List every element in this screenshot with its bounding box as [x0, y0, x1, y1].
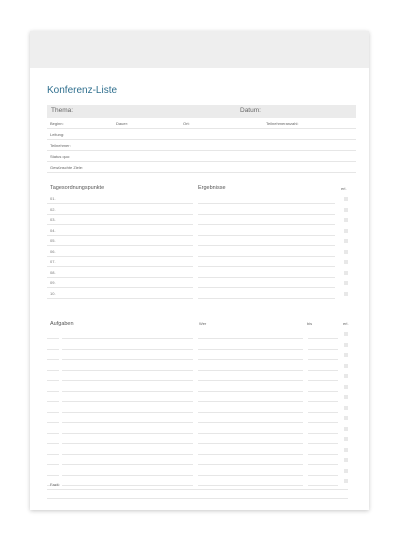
- task-line[interactable]: [308, 475, 338, 476]
- dauer-label: Dauer:: [116, 121, 129, 126]
- task-line[interactable]: [47, 412, 59, 413]
- task-line[interactable]: [62, 380, 193, 381]
- checkbox[interactable]: [344, 469, 348, 473]
- agenda-number: 02.: [50, 206, 56, 212]
- teilnehmeranzahl-label: Teilnehmeranzahl:: [266, 121, 299, 126]
- agenda-line[interactable]: [47, 298, 193, 299]
- task-line[interactable]: [47, 370, 59, 371]
- task-line[interactable]: [62, 454, 193, 455]
- task-line[interactable]: [198, 433, 303, 434]
- checkbox[interactable]: [344, 208, 348, 212]
- header-band: [30, 31, 369, 68]
- divider: [47, 150, 356, 151]
- task-line[interactable]: [308, 464, 338, 465]
- task-line[interactable]: [47, 443, 59, 444]
- task-line[interactable]: [47, 401, 59, 402]
- task-line[interactable]: [308, 380, 338, 381]
- task-line[interactable]: [47, 422, 59, 423]
- task-line[interactable]: [62, 391, 193, 392]
- result-line[interactable]: [198, 245, 335, 246]
- checkbox[interactable]: [344, 229, 348, 233]
- checkbox[interactable]: [344, 364, 348, 368]
- task-line[interactable]: [62, 464, 193, 465]
- checkbox[interactable]: [344, 479, 348, 483]
- agenda-number: 07.: [50, 259, 56, 264]
- who-label: Wer: [199, 321, 207, 326]
- task-line[interactable]: [47, 338, 59, 339]
- task-line[interactable]: [47, 359, 59, 360]
- task-line[interactable]: [62, 359, 193, 360]
- checkbox[interactable]: [344, 271, 348, 275]
- teilnehmer-label: Teilnehmer:: [50, 143, 71, 148]
- checkbox[interactable]: [344, 292, 348, 296]
- divider: [47, 172, 356, 173]
- task-line[interactable]: [47, 454, 59, 455]
- agenda-line[interactable]: [47, 287, 193, 288]
- agenda-number: 01.: [50, 196, 56, 201]
- result-line[interactable]: [198, 256, 335, 257]
- task-line[interactable]: [198, 349, 303, 350]
- tasks-header: Aufgaben: [50, 321, 74, 327]
- datum-label: Datum:: [240, 107, 261, 114]
- result-line[interactable]: [198, 277, 335, 278]
- agenda-number: 10.: [50, 290, 56, 296]
- checkbox[interactable]: [344, 353, 348, 357]
- task-line[interactable]: [198, 391, 303, 392]
- task-line[interactable]: [308, 401, 338, 402]
- checkbox[interactable]: [344, 281, 348, 285]
- checkbox[interactable]: [344, 374, 348, 378]
- checkbox[interactable]: [344, 260, 348, 264]
- agenda-number: 09.: [50, 280, 56, 285]
- beginn-label: Beginn:: [50, 121, 64, 126]
- task-line[interactable]: [47, 433, 59, 434]
- agenda-line[interactable]: [47, 266, 193, 267]
- checkbox[interactable]: [344, 218, 348, 222]
- agenda-line[interactable]: [47, 256, 193, 257]
- divider: [47, 489, 348, 490]
- task-line[interactable]: [198, 380, 303, 381]
- agenda-header: Tagesordnungspunkte: [50, 185, 105, 191]
- task-line[interactable]: [62, 485, 193, 486]
- task-line[interactable]: [308, 485, 338, 486]
- result-line[interactable]: [198, 298, 335, 299]
- gewuenschte-ziele-label: Gewünschte Ziele:: [50, 165, 84, 170]
- task-line[interactable]: [62, 422, 193, 423]
- divider: [47, 139, 356, 140]
- status-quo-label: Status quo:: [50, 154, 71, 159]
- page-title: Konferenz-Liste: [47, 85, 118, 96]
- task-line[interactable]: [198, 454, 303, 455]
- result-line[interactable]: [198, 266, 335, 267]
- result-line[interactable]: [198, 224, 335, 225]
- task-line[interactable]: [62, 370, 193, 371]
- checkbox[interactable]: [344, 416, 348, 420]
- agenda-number: 03.: [50, 217, 56, 222]
- checkbox[interactable]: [344, 250, 348, 254]
- task-line[interactable]: [308, 443, 338, 444]
- agenda-line[interactable]: [47, 224, 193, 225]
- result-line[interactable]: [198, 214, 335, 215]
- checkbox[interactable]: [344, 448, 348, 452]
- task-line[interactable]: [198, 370, 303, 371]
- task-line[interactable]: [62, 349, 193, 350]
- task-line[interactable]: [308, 338, 338, 339]
- task-line[interactable]: [308, 412, 338, 413]
- checkbox[interactable]: [344, 385, 348, 389]
- document-page: [30, 31, 369, 510]
- task-line[interactable]: [47, 349, 59, 350]
- checkbox[interactable]: [344, 343, 348, 347]
- task-line[interactable]: [198, 485, 303, 486]
- task-line[interactable]: [47, 475, 59, 476]
- task-line[interactable]: [198, 443, 303, 444]
- task-line[interactable]: [198, 359, 303, 360]
- task-line[interactable]: [47, 464, 59, 465]
- agenda-number: 08.: [50, 269, 56, 275]
- thema-label: Thema:: [51, 107, 74, 114]
- task-line[interactable]: [308, 349, 338, 350]
- ort-label: Ort:: [183, 121, 190, 126]
- agenda-number: 04.: [50, 227, 56, 233]
- task-line[interactable]: [62, 475, 193, 476]
- agenda-line[interactable]: [47, 245, 193, 246]
- task-line[interactable]: [62, 401, 193, 402]
- task-line[interactable]: [47, 391, 59, 392]
- result-line[interactable]: [198, 287, 335, 288]
- checkbox[interactable]: [344, 437, 348, 441]
- task-line[interactable]: [198, 475, 303, 476]
- task-line[interactable]: [308, 422, 338, 423]
- checkbox[interactable]: [344, 395, 348, 399]
- task-line[interactable]: [198, 401, 303, 402]
- agenda-number: 06.: [50, 248, 56, 254]
- checkbox[interactable]: [344, 239, 348, 243]
- thema-datum-bar: [47, 105, 356, 118]
- leitung-label: Leitung:: [50, 132, 65, 137]
- task-line[interactable]: [198, 422, 303, 423]
- agenda-line[interactable]: [47, 214, 193, 215]
- task-line[interactable]: [308, 359, 338, 360]
- until-label: bis: [307, 321, 313, 326]
- erl-label: erl.: [343, 321, 349, 326]
- divider: [47, 128, 356, 129]
- checkbox[interactable]: [344, 406, 348, 410]
- result-line[interactable]: [198, 235, 335, 236]
- agenda-line[interactable]: [47, 277, 193, 278]
- task-line[interactable]: [198, 338, 303, 339]
- divider: [47, 161, 356, 162]
- checkbox[interactable]: [344, 332, 348, 336]
- task-line[interactable]: [62, 412, 193, 413]
- task-line[interactable]: [62, 443, 193, 444]
- erl-label: erl.: [341, 186, 347, 191]
- task-line[interactable]: [62, 433, 193, 434]
- divider: [47, 498, 348, 499]
- checkbox[interactable]: [344, 427, 348, 431]
- task-line[interactable]: [47, 380, 59, 381]
- task-line[interactable]: [198, 464, 303, 465]
- task-line[interactable]: [308, 391, 338, 392]
- task-line[interactable]: [308, 433, 338, 434]
- checkbox[interactable]: [344, 197, 348, 201]
- agenda-line[interactable]: [47, 235, 193, 236]
- agenda-line[interactable]: [47, 203, 193, 204]
- task-line[interactable]: [308, 370, 338, 371]
- task-line[interactable]: [308, 454, 338, 455]
- fazit-label: Fazit:: [50, 482, 60, 487]
- task-line[interactable]: [62, 338, 193, 339]
- checkbox[interactable]: [344, 458, 348, 462]
- results-header: Ergebnisse: [198, 185, 226, 191]
- result-line[interactable]: [198, 203, 335, 204]
- agenda-number: 05.: [50, 238, 56, 243]
- task-line[interactable]: [198, 412, 303, 413]
